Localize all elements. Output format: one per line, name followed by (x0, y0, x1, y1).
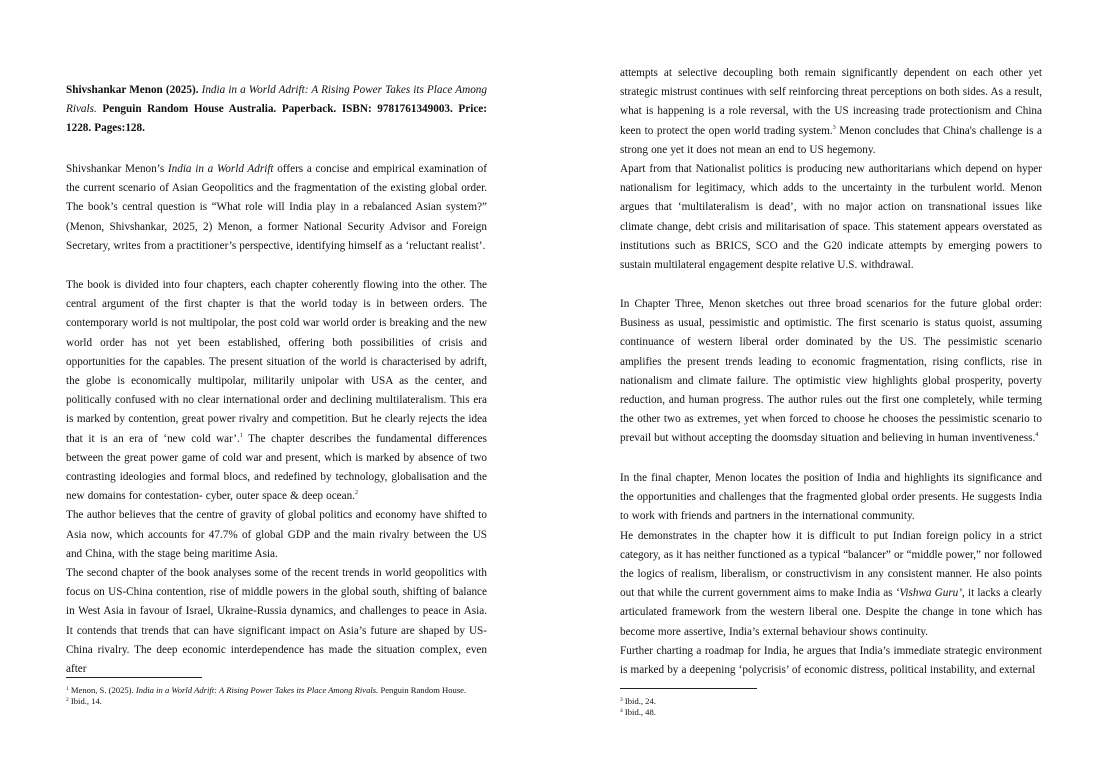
intro-text-end: offers a concise and empirical examination of the current scenario of Asian Geopolitics and the fragmentation of the existing global order. The book’s central question is “What role will India play in a rebalanced Asian system?” (Menon, Shivshankar, 2025, 2) Menon, a former National Security Advisor and Foreign Secretary, writes from a practitioner’s perspective, identifying himself as a ‘reluctant realist’. (66, 163, 487, 252)
citation-details: Penguin Random House Australia. Paperback. ISBN: 9781761349003. Price: 1228. Pages:128. (66, 103, 487, 135)
footnote-ref-1[interactable]: 1 (239, 432, 243, 439)
continued-text-a: attempts at selective decoupling both remain significantly dependent on each other yet strategic mistrust continues with self reinforcing threat perceptions on both sides. As a result, what is happening is a role reversal, with the US increasing trade protectionism and China keen to protect the open world trading system. (620, 67, 1042, 137)
footnote-ref-2[interactable]: 2 (354, 490, 358, 497)
citation-author: Shivshankar Menon (2025). (66, 84, 199, 96)
chapter-one-text-b: The chapter describes the fundamental differences between the great power game of cold war and present, which is marked by absence of two contrasting ideologies and formal blocs, and redefined by technology, globalisation and the new domains for contestation- cyber, outer space & deep ocean. (66, 432, 487, 503)
footnote-1 (66, 685, 487, 696)
nationalist-politics-paragraph: Apart from that Nationalist politics is producing new authoritarians which depend on hyper nationalism for legitimacy, which adds to the uncertainty in the turbulent world. Menon argues that ‘multilateralism is dead’, with no major action on transnational issues like climate change, debt crisis and militarisation of space. This statement appears overstated as institutions such as BRICS, SCO and the G20 indicate attempts by emerging powers to sustain multilateral engagement despite relative U.S. withdrawal. (620, 163, 1042, 272)
final-chapter-paragraph: In the final chapter, Menon locates the position of India and highlights its significance and the opportunities and challenges that the fragmented global order presents. He suggests India to work with friends and partners in the international community. (620, 472, 1042, 523)
footnote-2 (66, 696, 487, 707)
chapter-two-paragraph: The second chapter of the book analyses some of the recent trends in world geopolitics with focus on US-China contention, rise of middle powers in the global south, shifting of balance in West Asia in favour of Israel, Ukraine-Russia dynamics, and challenges to peace in Asia. It contends that trends that can have significant impact on Asia’s future are shaped by US-China rivalry. The deep economic interdependence has made the situation complex, even after (66, 567, 487, 676)
footnote-1-number: 1 (66, 686, 69, 692)
footnote-ref-4[interactable]: 4 (1035, 432, 1039, 439)
footnote-1-title: India in a World Adrift: A Rising Power Takes its Place Among Rivals. (135, 685, 379, 695)
intro-book-title: India in a World Adrift (167, 163, 274, 175)
left-footnotes (66, 685, 487, 707)
foreign-policy-text-a: He demonstrates in the chapter how it is difficult to put Indian foreign policy in a strict category, as it has neither functioned as a typical “balancer” or “middle power,” nor followed the logics of realism, liberalism, or constructivism in any consistent manner. He also points out that while the current government aims to make India as (620, 529, 1042, 600)
footnote-3-text: Ibid., 24. (622, 696, 656, 706)
chapter-three-text: In Chapter Three, Menon sketches out three broad scenarios for the future global order: Business as usual, pessimistic and optimistic. The first scenario is status quoist, assuming continuance of western liberal order dominated by the US. The pessimistic scenario amplifies the present trends leading to economic fragmentation, rising conflicts, rise in nationalism and climate failure. The optimistic view highlights global prosperity, poverty reduction, and human progress. The author rules out the first one completely, while terming the other two as extremes, yet when forced to choose he chooses the pessimistic scenario to prevail but without accepting the doomsday situation and believing in human inventiveness. (620, 298, 1042, 445)
footnote-divider (620, 688, 757, 689)
footnote-4-number: 4 (620, 707, 623, 714)
intro-text-start: Shivshankar Menon’s (66, 163, 168, 175)
footnote-4 (620, 707, 1042, 718)
chapter-one-paragraph (66, 276, 487, 506)
footnote-2-number: 2 (66, 696, 69, 703)
chapter-four-block (620, 469, 1042, 680)
chapter-two-continued-paragraph (620, 64, 1042, 160)
footnote-1-publisher: Penguin Random House. (378, 685, 467, 695)
footnote-1-author: Menon, S. (2025). (68, 685, 136, 695)
centre-of-gravity-paragraph: The author believes that the centre of gravity of global politics and economy have shifted to Asia now, which accounts for 47.7% of global GDP and the main rivalry between the US and China, with the stage being maritime Asia. (66, 509, 487, 560)
chapter-two-continued-block (620, 64, 1042, 275)
chapter-one-text-a: The book is divided into four chapters, each chapter coherently flowing into the other. The central argument of the first chapter is that the world today is in between orders. The contemporary world is not multipolar, the post cold war world order is breaking and the new world order has not yet been established, offering both possibilities of crisis and opportunities for the capables. The present situation of the world is characterised by adrift, the globe is economically multipolar, militarily unipolar with USA as the center, and politically confused with no clear international order and declining multilateralism. This era is marked by contention, great power rivalry and competition. But he clearly rejects the idea that it is an era of ‘new cold war’. (66, 279, 487, 445)
foreign-policy-text-b: , it lacks a clearly articulated framework from the western liberal one. Despite the change in tone which has become more assertive, India’s external behaviour shows continuity. (620, 587, 1042, 638)
right-footnotes (620, 696, 1042, 718)
roadmap-paragraph: Further charting a roadmap for India, he argues that India’s immediate strategic environment is marked by a deepening ‘polycrisis’ of economic distress, political instability, and external (620, 644, 1042, 677)
footnote-3-number: 3 (620, 697, 623, 703)
citation-title: India in a World Adrift: A Rising Power Takes its Place Among Rivals. (66, 84, 487, 116)
footnote-2-text: Ibid., 14. (68, 695, 102, 706)
left-page (66, 0, 487, 773)
right-page (620, 0, 1042, 773)
vishwa-guru-term: ‘Vishwa Guru’ (895, 587, 963, 600)
footnote-divider (66, 677, 202, 678)
foreign-policy-paragraph (620, 527, 1042, 642)
footnote-3 (620, 696, 1042, 707)
intro-paragraph (66, 160, 487, 256)
book-citation (66, 81, 487, 139)
footnote-4-text: Ibid., 48. (622, 706, 656, 717)
continued-text-b: Menon concludes that China's challenge is a strong one yet it does not mean an end to US hegemony. (620, 124, 1042, 156)
footnote-ref-3[interactable]: 3 (832, 124, 836, 131)
chapter-summary-block (66, 276, 487, 679)
chapter-three-paragraph (620, 295, 1042, 449)
